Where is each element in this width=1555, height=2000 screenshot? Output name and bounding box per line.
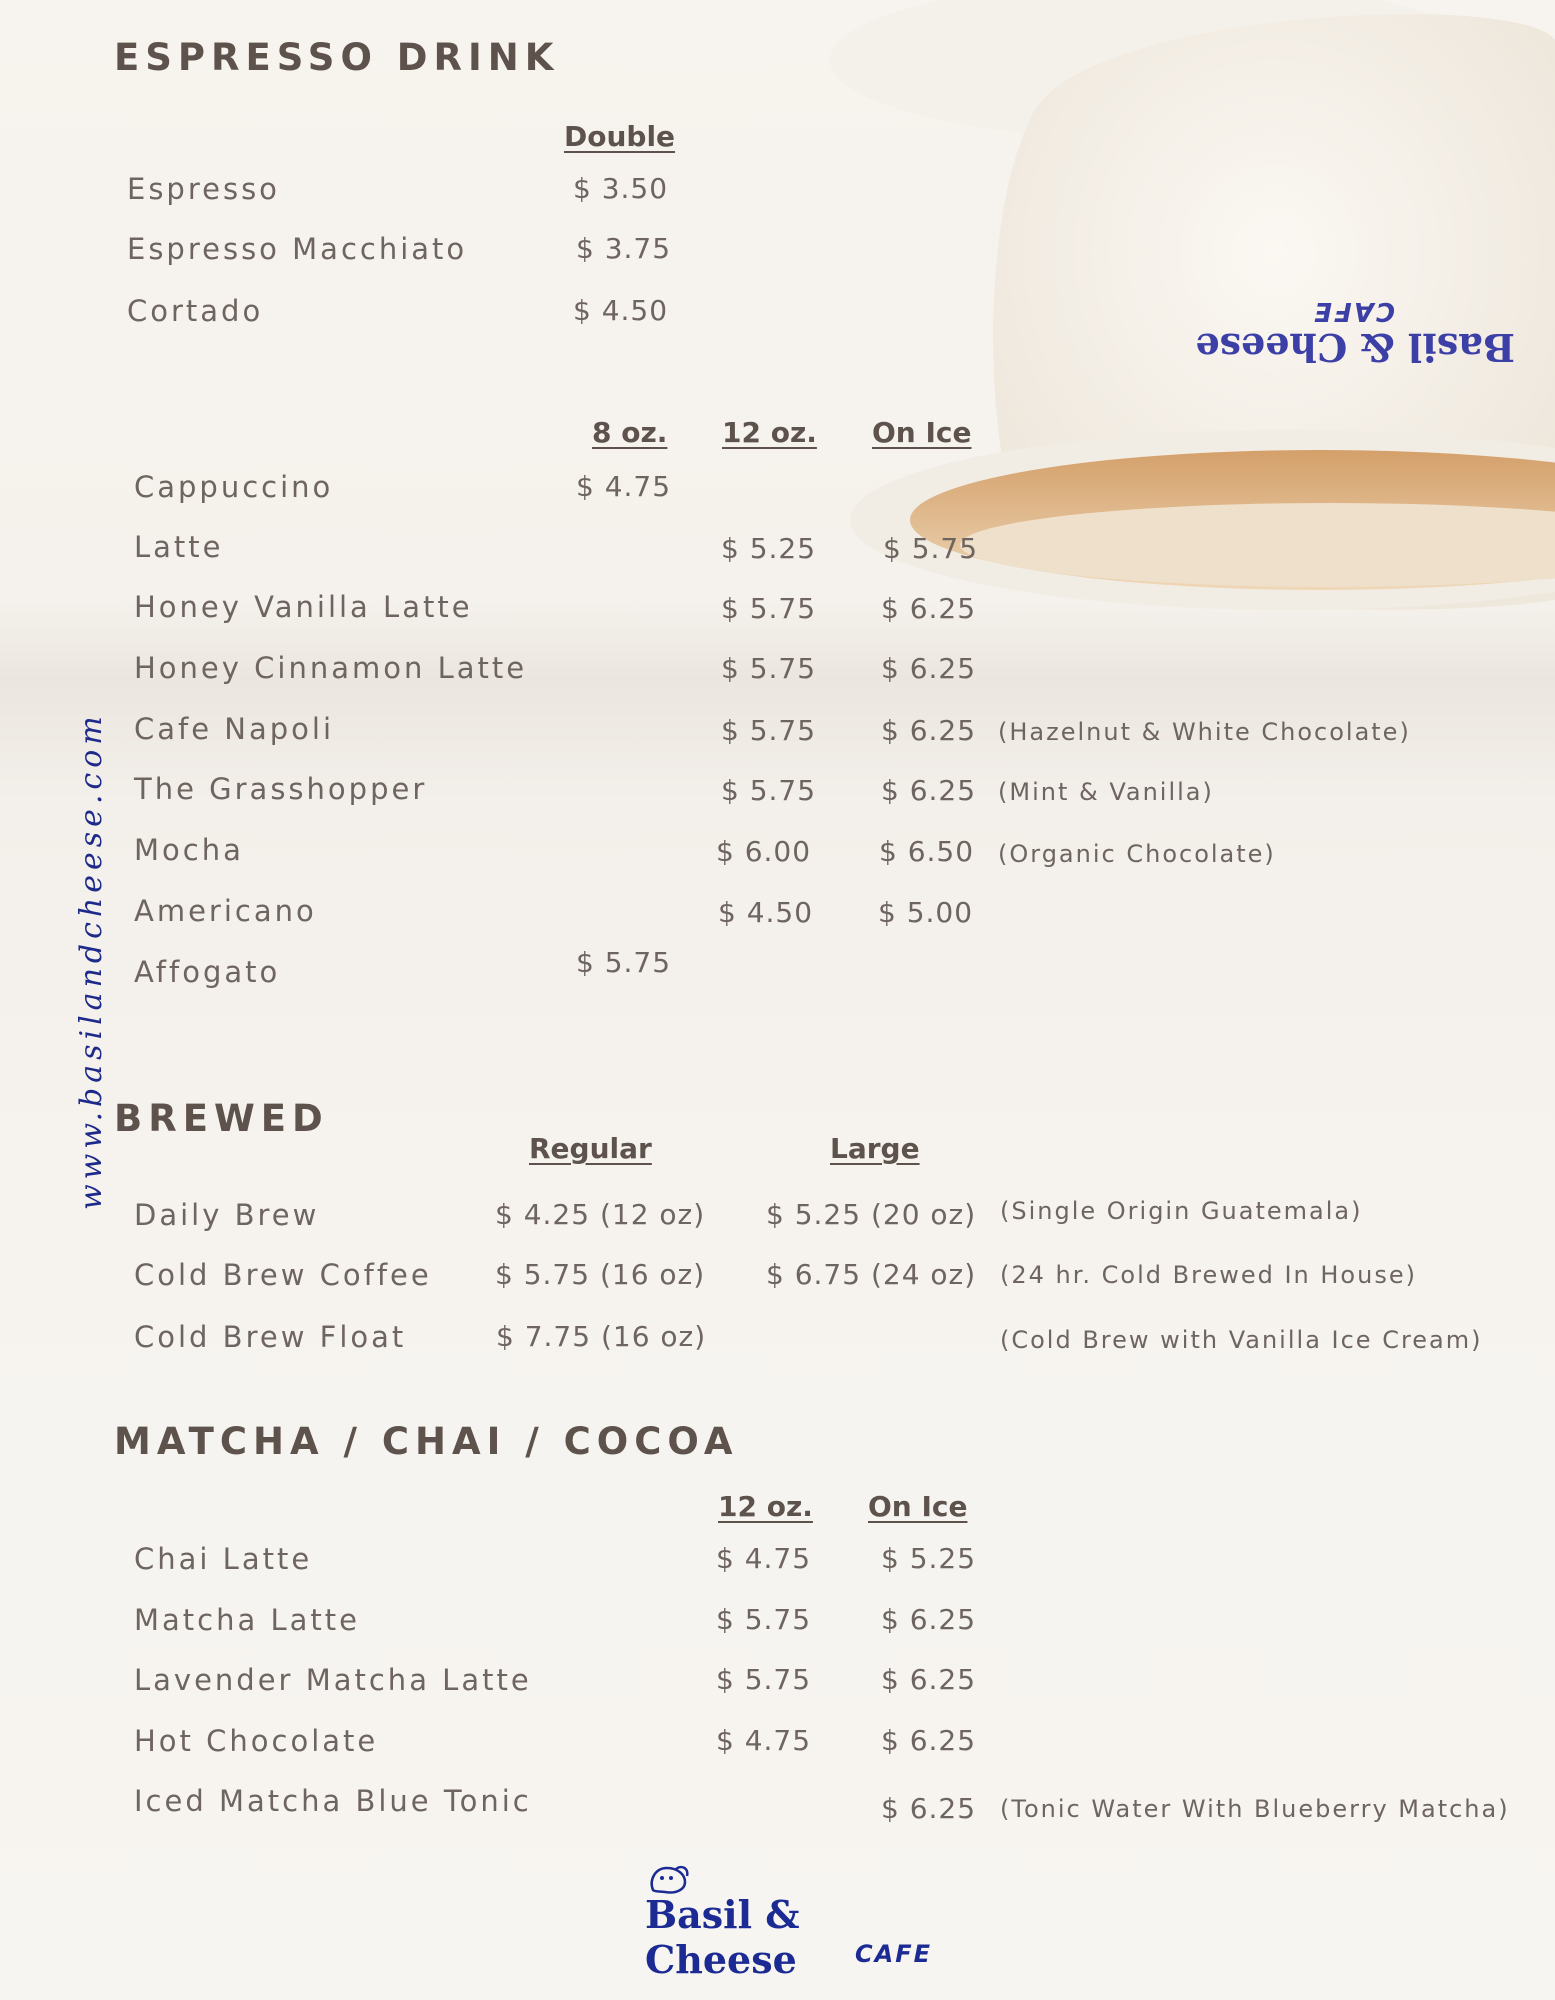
espresso-section-title: ESPRESSO DRINK <box>114 36 560 79</box>
menu-item-price-12oz: $ 5.75 <box>716 1603 812 1636</box>
menu-item-price-ice: $ 6.25 <box>881 1663 977 1696</box>
menu-item-name: Mocha <box>134 833 244 867</box>
cup-logo-sub: CAFE <box>1312 296 1395 326</box>
menu-item-name: Lavender Matcha Latte <box>134 1663 532 1697</box>
footer-logo-sub: CAFE <box>855 1940 932 1968</box>
menu-item-price-large: $ 6.75 (24 oz) <box>766 1258 977 1291</box>
menu-item-name: Honey Cinnamon Latte <box>134 651 528 685</box>
col-head-large: Large <box>830 1132 920 1165</box>
footer-logo <box>640 1860 940 1982</box>
menu-item-price-ice: $ 5.75 <box>883 532 979 565</box>
website-url: www.basilandcheese.com <box>74 711 109 1210</box>
col-head-regular: Regular <box>529 1132 652 1165</box>
menu-item-price-12oz: $ 5.75 <box>721 774 817 807</box>
cup-logo-brand: Basil & Cheese <box>1195 325 1515 370</box>
menu-item-price: $ 3.75 <box>576 232 672 265</box>
menu-item-name: Chai Latte <box>134 1542 313 1576</box>
menu-item-name: Espresso Macchiato <box>127 232 468 266</box>
menu-item-name: Espresso <box>127 172 280 206</box>
menu-item-price-12oz: $ 5.75 <box>721 592 817 625</box>
menu-item-price-12oz: $ 6.00 <box>716 835 812 868</box>
menu-item-price-ice: $ 6.50 <box>879 835 975 868</box>
menu-item-price-ice: $ 5.25 <box>881 1542 977 1575</box>
menu-item-name: The Grasshopper <box>134 772 428 806</box>
col-head-on-ice: On Ice <box>868 1490 968 1523</box>
brewed-section-title: BREWED <box>114 1097 329 1140</box>
footer-logo-brand: Basil & Cheese <box>645 1892 800 1982</box>
menu-item-note: (24 hr. Cold Brewed In House) <box>1000 1261 1417 1289</box>
menu-item-price-8oz: $ 4.75 <box>576 470 672 503</box>
menu-item-price-12oz: $ 5.75 <box>721 714 817 747</box>
menu-item-note: (Single Origin Guatemala) <box>1000 1197 1363 1225</box>
matcha-section-title: MATCHA / CHAI / COCOA <box>114 1420 739 1463</box>
cup-logo <box>1185 250 1515 370</box>
menu-item-price: $ 4.50 <box>573 294 669 327</box>
col-head-on-ice: On Ice <box>872 416 972 449</box>
menu-item-name: Honey Vanilla Latte <box>134 590 473 624</box>
menu-item-name: Affogato <box>134 955 281 989</box>
menu-item-name: Cold Brew Coffee <box>134 1258 432 1292</box>
col-head-12oz: 12 oz. <box>718 1490 813 1523</box>
menu-item-note: (Mint & Vanilla) <box>998 778 1214 806</box>
menu-item-name: Matcha Latte <box>134 1603 360 1637</box>
menu-item-name: Cappuccino <box>134 470 334 504</box>
menu-item-name: Hot Chocolate <box>134 1724 379 1758</box>
menu-item-price-12oz: $ 5.75 <box>716 1663 812 1696</box>
col-head-8oz: 8 oz. <box>592 416 668 449</box>
menu-item-note: (Organic Chocolate) <box>998 840 1276 868</box>
menu-item-note: (Tonic Water With Blueberry Matcha) <box>1000 1795 1510 1823</box>
menu-item-price-12oz: $ 4.75 <box>716 1724 812 1757</box>
menu-item-price-12oz: $ 4.75 <box>716 1542 812 1575</box>
menu-item-price-ice: $ 6.25 <box>881 652 977 685</box>
menu-item-name: Cold Brew Float <box>134 1320 407 1354</box>
menu-item-price-ice: $ 6.25 <box>881 592 977 625</box>
menu-item-note: (Hazelnut & White Chocolate) <box>998 718 1411 746</box>
menu-item-price-large: $ 5.25 (20 oz) <box>766 1198 977 1231</box>
menu-item-price-12oz: $ 4.50 <box>718 896 814 929</box>
menu-item-price-ice: $ 6.25 <box>881 774 977 807</box>
menu-item-price-regular: $ 7.75 (16 oz) <box>496 1320 707 1353</box>
menu-item-price-8oz: $ 5.75 <box>576 946 672 979</box>
menu-item-price-12oz: $ 5.25 <box>721 532 817 565</box>
col-head-12oz: 12 oz. <box>722 416 817 449</box>
col-head-double: Double <box>564 120 676 153</box>
menu-item-price-ice: $ 5.00 <box>878 896 974 929</box>
menu-item-name: Iced Matcha Blue Tonic <box>134 1784 532 1818</box>
menu-item-name: Daily Brew <box>134 1198 320 1232</box>
menu-item-price: $ 3.50 <box>573 172 669 205</box>
menu-item-name: Cortado <box>127 294 264 328</box>
menu-item-name: Cafe Napoli <box>134 712 335 746</box>
menu-item-price-regular: $ 4.25 (12 oz) <box>495 1198 706 1231</box>
menu-item-price-12oz: $ 5.75 <box>721 652 817 685</box>
menu-item-price-ice: $ 6.25 <box>881 1603 977 1636</box>
menu-item-price-regular: $ 5.75 (16 oz) <box>495 1258 706 1291</box>
menu-item-note: (Cold Brew with Vanilla Ice Cream) <box>1000 1326 1483 1354</box>
menu-item-name: Latte <box>134 530 224 564</box>
menu-item-price-ice: $ 6.25 <box>881 1792 977 1825</box>
menu-item-name: Americano <box>134 894 317 928</box>
menu-item-price-ice: $ 6.25 <box>881 714 977 747</box>
menu-item-price-ice: $ 6.25 <box>881 1724 977 1757</box>
